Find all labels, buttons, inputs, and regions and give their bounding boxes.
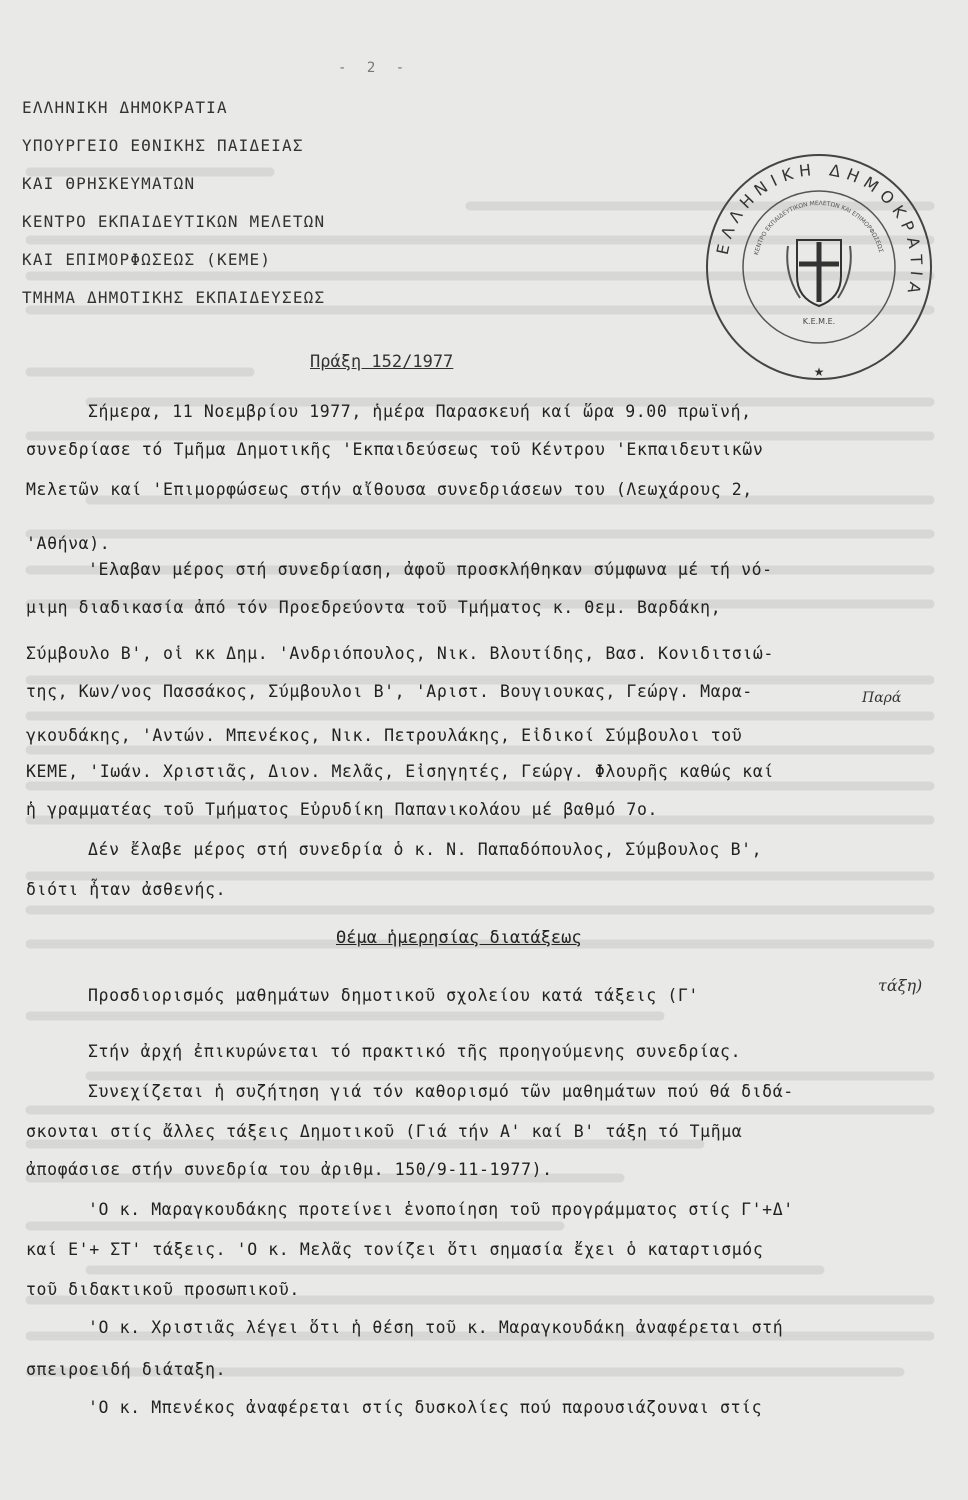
svg-text:ΚΕΝΤΡΟ ΕΚΠΑΙΔΕΥΤΙΚΩΝ ΜΕΛΕΤΩΝ Κ: ΚΕΝΤΡΟ ΕΚΠΑΙΔΕΥΤΙΚΩΝ ΜΕΛΕΤΩΝ ΚΑΙ ΕΠΙΜΟΡΦΩΣΕΩΣ — [753, 199, 885, 256]
body-line: ἀποφάσισε στήν συνεδρία του ἀριθμ. 150/9-11-1977). — [26, 1160, 553, 1179]
svg-text:★: ★ — [813, 365, 825, 379]
act-title: Πράξη 152/1977 — [310, 352, 454, 372]
body-line: 'Ο κ. Μπενέκος ἀναφέρεται στίς δυσκολίες πού παρουσιάζουναι στίς — [88, 1398, 763, 1417]
body-line: Μελετῶν καί 'Επιμορφώσεως στήν αἴθουσα συνεδριάσεων του (Λεωχάρους 2, — [26, 480, 753, 499]
header-line-4: ΚΕΝΤΡΟ ΕΚΠΑΙΔΕΥΤΙΚΩΝ ΜΕΛΕΤΩΝ — [22, 212, 326, 231]
body-line: ΚΕΜΕ, 'Ιωάν. Χριστιᾶς, Διον. Μελᾶς, Εἰσηγητές, Γεώργ. Φλουρῆς καθώς καί — [26, 762, 774, 781]
header-line-6: ΤΜΗΜΑ ΔΗΜΟΤΙΚΗΣ ΕΚΠΑΙΔΕΥΣΕΩΣ — [22, 288, 326, 307]
body-line: τοῦ διδακτικοῦ προσωπικοῦ. — [26, 1280, 300, 1299]
body-line: Συνεχίζεται ἡ συζήτηση γιά τόν καθορισμό τῶν μαθημάτων πού θά διδά- — [88, 1082, 794, 1101]
official-stamp — [700, 148, 938, 386]
body-line: 'Αθήνα). — [26, 534, 111, 553]
handwritten-note: τάξη) — [878, 976, 923, 995]
header-line-2: ΥΠΟΥΡΓΕΙΟ ΕΘΝΙΚΗΣ ΠΑΙΔΕΙΑΣ — [22, 136, 304, 155]
body-line: 'Ο κ. Χριστιᾶς λέγει ὅτι ἡ θέση τοῦ κ. Μαραγκουδάκη ἀναφέρεται στή — [88, 1318, 784, 1337]
body-line: 'Ο κ. Μαραγκουδάκης προτείνει ἑνοποίηση τοῦ προγράμματος στίς Γ'+Δ' — [88, 1200, 794, 1219]
handwritten-correction: Παρά — [862, 690, 902, 706]
body-line: σπειροειδή διάταξη. — [26, 1360, 227, 1379]
body-line: διότι ἦταν ἀσθενής. — [26, 880, 227, 899]
header-line-1: ΕΛΛΗΝΙΚΗ ΔΗΜΟΚΡΑΤΙΑ — [22, 98, 228, 117]
body-line: συνεδρίασε τό Τμῆμα Δημοτικῆς 'Εκπαιδεύσεως τοῦ Κέντρου 'Εκπαιδευτικῶν — [26, 440, 764, 459]
body-line: 'Ελαβαν μέρος στή συνεδρίαση, ἀφοῦ προσκλήθηκαν σύμφωνα μέ τή νό- — [88, 560, 773, 579]
svg-text:ΕΛΛΗΝΙΚΗ ΔΗΜΟΚΡΑΤΙΑ: ΕΛΛΗΝΙΚΗ ΔΗΜΟΚΡΑΤΙΑ — [712, 159, 927, 302]
header-line-3: ΚΑΙ ΘΡΗΣΚΕΥΜΑΤΩΝ — [22, 174, 196, 193]
body-line: καί Ε'+ ΣΤ' τάξεις. 'Ο κ. Μελᾶς τονίζει ὅτι σημασία ἔχει ὁ καταρτισμός — [26, 1240, 764, 1259]
page-number: - 2 - — [338, 60, 411, 76]
body-line: Σήμερα, 11 Νοεμβρίου 1977, ἡμέρα Παρασκευή καί ὥρα 9.00 πρωϊνή, — [88, 402, 752, 421]
body-line: σκονται στίς ἄλλες τάξεις Δημοτικοῦ (Γιά τήν Α' καί Β' τάξη τό Τμῆμα — [26, 1122, 743, 1141]
body-line: ἡ γραμματέας τοῦ Τμήματος Εὐρυδίκη Παπανικολάου μέ βαθμό 7ο. — [26, 800, 659, 819]
body-line: γκουδάκης, 'Αντών. Μπενέκος, Νικ. Πετρουλάκης, Εἰδικοί Σύμβουλοι τοῦ — [26, 726, 743, 745]
agenda-heading: Θέμα ἡμερησίας διατάξεως — [336, 928, 582, 948]
svg-text:Κ.Ε.Μ.Ε.: Κ.Ε.Μ.Ε. — [802, 317, 836, 326]
body-line: Σύμβουλο Β', οἱ κκ Δημ. 'Ανδριόπουλος, Νικ. Βλουτίδης, Βασ. Κονιδιτσιώ- — [26, 644, 774, 663]
body-line: μιμη διαδικασία ἀπό τόν Προεδρεύοντα τοῦ Τμήματος κ. Θεμ. Βαρδάκη, — [26, 598, 722, 617]
body-line: Προσδιορισμός μαθημάτων δημοτικοῦ σχολείου κατά τάξεις (Γ' — [88, 986, 699, 1005]
header-line-5: ΚΑΙ ΕΠΙΜΟΡΦΩΣΕΩΣ (ΚΕΜΕ) — [22, 250, 272, 269]
body-line: Δέν ἔλαβε μέρος στή συνεδρία ὁ κ. Ν. Παπαδόπουλος, Σύμβουλος Β', — [88, 840, 763, 859]
body-line: της, Κων/νος Πασσάκος, Σύμβουλοι Β', 'Αριστ. Βουγιουκας, Γεώργ. Μαρα- — [26, 682, 753, 701]
body-line: Στήν ἀρχή ἐπικυρώνεται τό πρακτικό τῆς προηγούμενης συνεδρίας. — [88, 1042, 742, 1061]
